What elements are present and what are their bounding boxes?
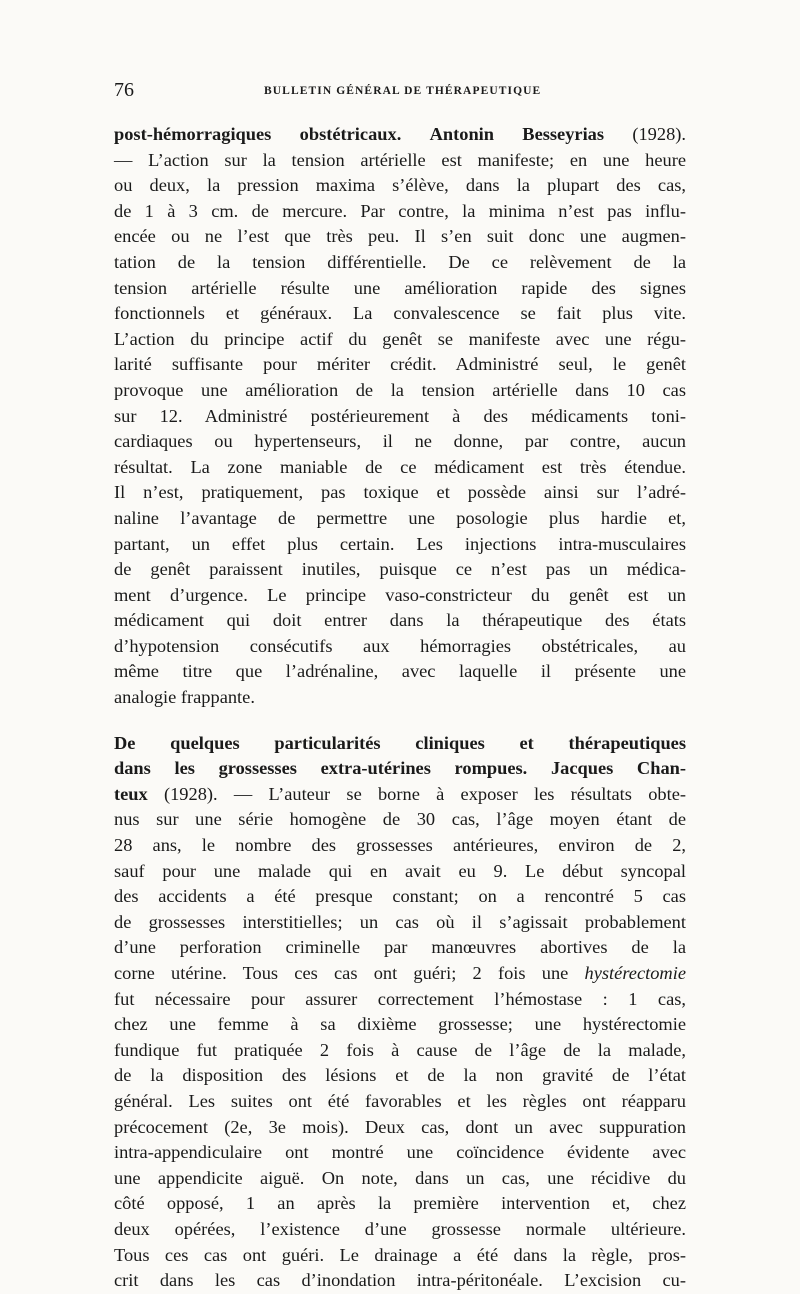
text-line: analogie frappante. bbox=[114, 687, 255, 708]
text-line: L’action du principe actif du genêt se manifeste avec une régu- bbox=[114, 328, 686, 349]
text-line: provoque une amélioration de la tension artérielle dans 10 cas bbox=[114, 379, 686, 400]
text-line: sur 12. Administré postérieurement à des médicaments toni- bbox=[114, 405, 686, 426]
text-line: d’hypotension consécutifs aux hémorragies obstétricales, au bbox=[114, 635, 686, 656]
text-line: des accidents a été presque constant; on a rencontré 5 cas bbox=[114, 886, 686, 907]
text-line: de genêt paraissent inutiles, puisque ce n’est pas un médica- bbox=[114, 559, 686, 580]
text-line: tation de la tension différentielle. De ce relèvement de la bbox=[114, 251, 686, 272]
text-line: ou deux, la pression maxima s’élève, dans la plupart des cas, bbox=[114, 175, 686, 196]
article-chanteux bbox=[114, 731, 686, 1294]
article-1-heading-line bbox=[114, 122, 686, 148]
body-text bbox=[114, 122, 686, 1294]
text-line: — L’action sur la tension artérielle est manifeste; en une heure bbox=[114, 149, 686, 170]
article-2-body-a bbox=[114, 807, 686, 961]
article-2-author-line bbox=[114, 782, 686, 808]
page-number: 76 bbox=[114, 79, 134, 101]
article-2-title-line: De quelques particularités cliniques et thérapeutiques bbox=[114, 732, 686, 753]
text-line: ment d’urgence. Le principe vaso-constricteur du genêt est un bbox=[114, 584, 686, 605]
text-line: résultat. La zone maniable de ce médicament est très étendue. bbox=[114, 456, 686, 477]
text-line: encée ou ne l’est que très peu. Il s’en suit donc une augmen- bbox=[114, 226, 686, 247]
text-line: Il n’est, pratiquement, pas toxique et possède ainsi sur l’adré- bbox=[114, 482, 686, 503]
text-line: général. Les suites ont été favorables et les règles ont réapparu bbox=[114, 1090, 686, 1111]
text-line: cardiaques ou hypertenseurs, il ne donne, par contre, aucun bbox=[114, 431, 686, 452]
article-2-italic-term: hystérectomie bbox=[584, 963, 686, 983]
text-line: fonctionnels et généraux. La convalescence se fait plus vite. bbox=[114, 303, 686, 324]
text-line: côté opposé, 1 an après la première intervention et, chez bbox=[114, 1193, 686, 1214]
article-2-italic-line bbox=[114, 961, 686, 987]
article-2-body-b bbox=[114, 987, 686, 1294]
article-1-body bbox=[114, 148, 686, 711]
article-2-title-line: dans les grossesses extra-utérines rompues. Jacques Chan- bbox=[114, 758, 686, 779]
article-1-title-continuation: post-hémorragiques obstétricaux. bbox=[114, 124, 402, 144]
article-2-year: (1928). bbox=[163, 783, 218, 804]
page-header bbox=[114, 76, 684, 104]
text-line: fundique fut pratiquée 2 fois à cause de l’âge de la malade, bbox=[114, 1039, 686, 1060]
text-line: crit dans les cas d’inondation intra-péritonéale. L’excision cu- bbox=[114, 1270, 686, 1291]
text-line: d’une perforation criminelle par manœuvres abortives de la bbox=[114, 937, 686, 958]
text-line: fut nécessaire pour assurer correctement l’hémostase : 1 cas, bbox=[114, 988, 686, 1009]
article-1-author: Antonin Besseyrias bbox=[429, 124, 605, 144]
text-line: nus sur une série homogène de 30 cas, l’âge moyen étant de bbox=[114, 809, 686, 830]
text-line: chez une femme à sa dixième grossesse; une hystérectomie bbox=[114, 1014, 686, 1035]
text-line: médicament qui doit entrer dans la thérapeutique des états bbox=[114, 610, 686, 631]
text-line: précocement (2e, 3e mois). Deux cas, dont un avec suppuration bbox=[114, 1116, 686, 1137]
text-line: de la disposition des lésions et de la non gravité de l’état bbox=[114, 1065, 686, 1086]
article-1-year: (1928). bbox=[632, 124, 686, 144]
text-line: larité suffisante pour mériter crédit. Administré seul, le genêt bbox=[114, 354, 686, 375]
paragraph-gap bbox=[114, 711, 686, 731]
text-line: intra-appendiculaire ont montré une coïncidence évidente avec bbox=[114, 1142, 686, 1163]
article-2-text: corne utérine. Tous ces cas ont guéri; 2 fois une bbox=[114, 963, 569, 983]
text-line: une appendicite aiguë. On note, dans un cas, une récidive du bbox=[114, 1167, 686, 1188]
text-line: même titre que l’adrénaline, avec laquelle il présente une bbox=[114, 661, 686, 682]
text-line: deux opérées, l’existence d’une grossesse normale ultérieure. bbox=[114, 1218, 686, 1239]
article-2-author-end: teux bbox=[114, 783, 148, 804]
text-line: 28 ans, le nombre des grossesses antérieures, environ de 2, bbox=[114, 835, 686, 856]
article-besseyrias bbox=[114, 122, 686, 711]
article-2-text: — L’auteur se borne à exposer les résultats obte- bbox=[233, 783, 686, 804]
text-line: partant, un effet plus certain. Les injections intra-musculaires bbox=[114, 533, 686, 554]
text-line: tension artérielle résulte une amélioration rapide des signes bbox=[114, 277, 686, 298]
running-head: BULLETIN GÉNÉRAL DE THÉRAPEUTIQUE bbox=[264, 85, 542, 97]
text-line: de grossesses interstitielles; un cas où il s’agissait probablement bbox=[114, 911, 686, 932]
text-line: sauf pour une malade qui en avait eu 9. Le début syncopal bbox=[114, 860, 686, 881]
text-line: Tous ces cas ont guéri. Le drainage a été dans la règle, pros- bbox=[114, 1244, 686, 1265]
text-line: de 1 à 3 cm. de mercure. Par contre, la minima n’est pas influ- bbox=[114, 200, 686, 221]
text-line: naline l’avantage de permettre une posologie plus hardie et, bbox=[114, 507, 686, 528]
